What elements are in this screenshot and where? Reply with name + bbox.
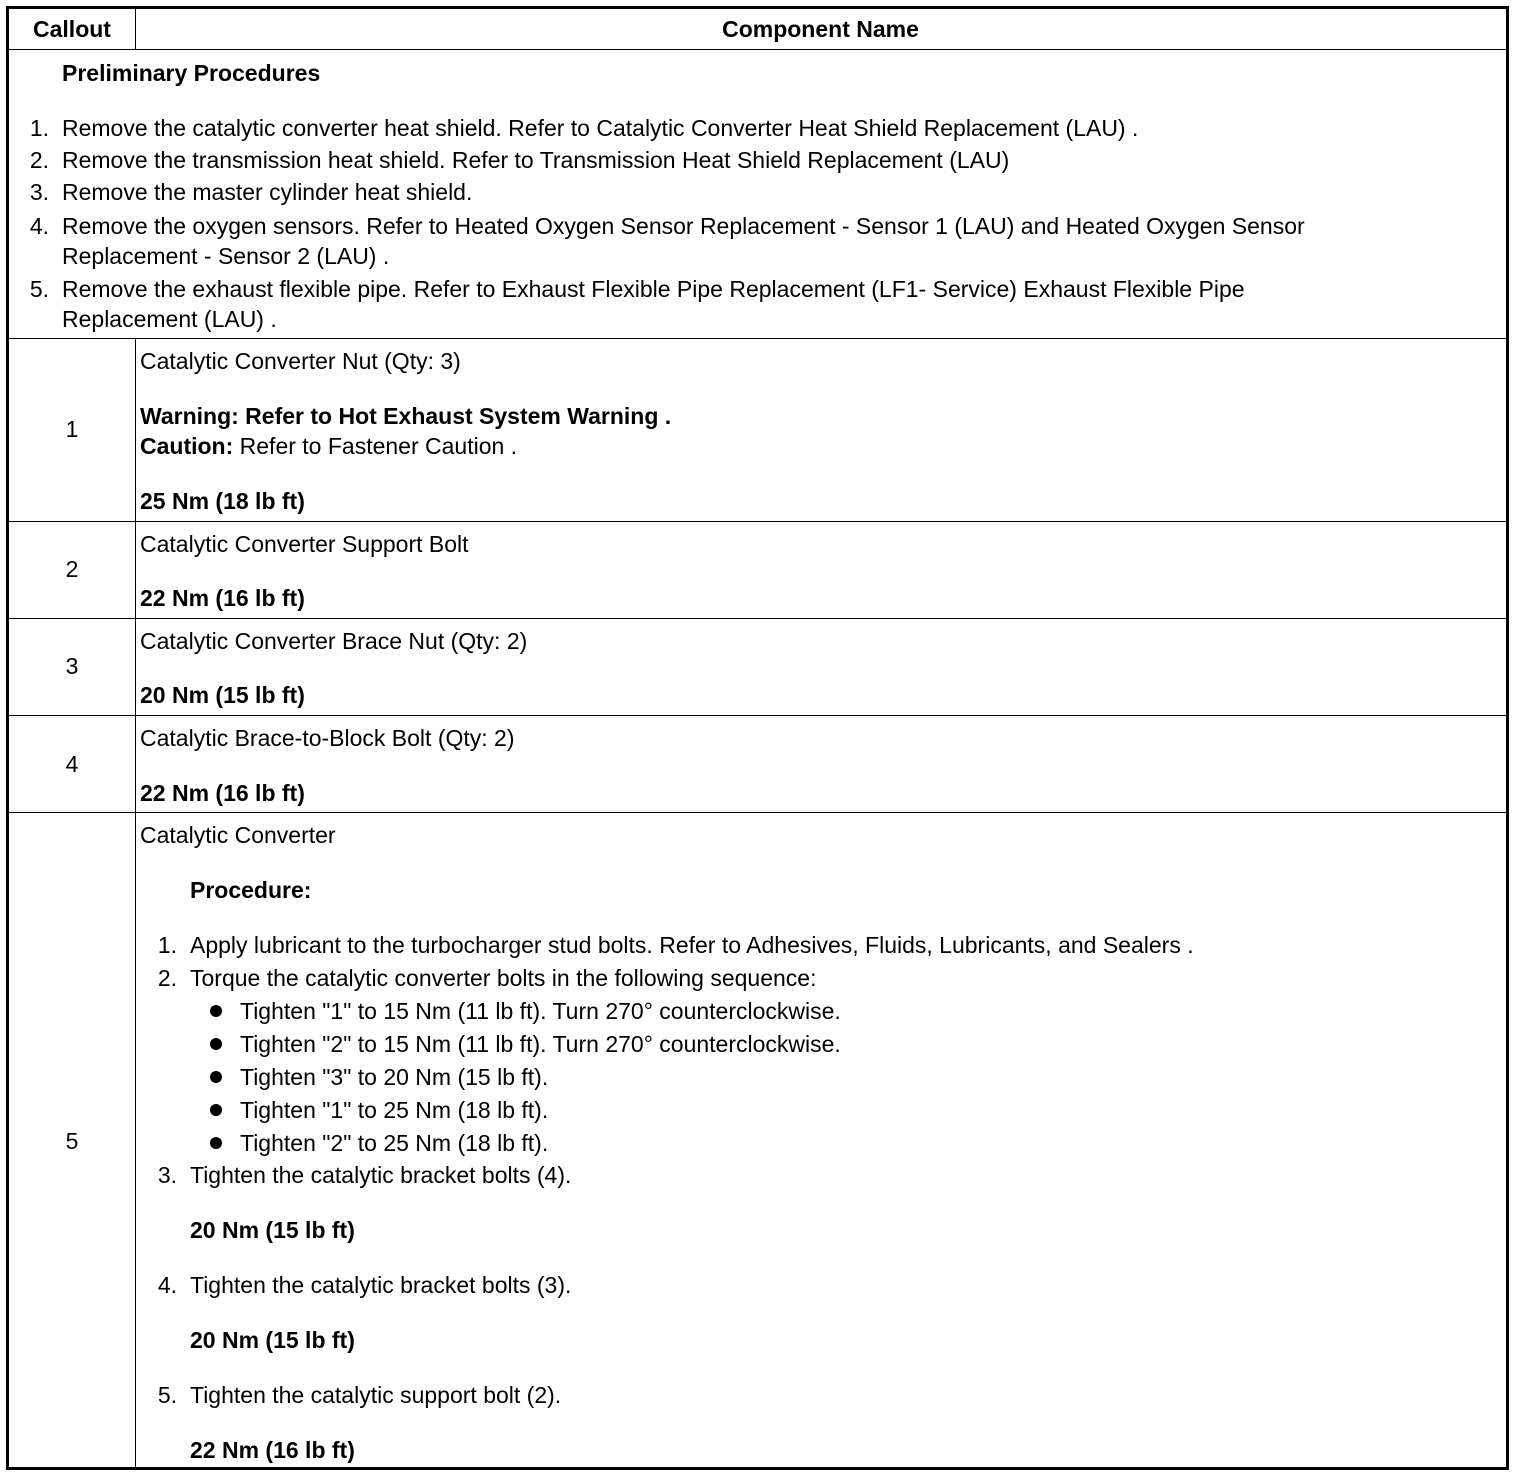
torque-spec: 20 Nm (15 lb ft) — [140, 682, 305, 708]
component-name: Catalytic Converter Support Bolt — [140, 531, 469, 557]
callout-number: 1 — [65, 416, 79, 442]
procedure-step-text: Apply lubricant to the turbocharger stud bolts. Refer to Adhesives, Fluids, Lubricants, and Sealers . — [190, 932, 1194, 958]
torque-spec: 25 Nm (18 lb ft) — [140, 488, 305, 514]
caution-text — [140, 431, 517, 461]
procedure-step-number: 4. — [157, 1272, 177, 1298]
bullet-icon — [210, 1005, 222, 1017]
procedure-step-number: 5. — [157, 1382, 177, 1408]
bullet-text: Tighten "2" to 25 Nm (18 lb ft). — [240, 1130, 549, 1156]
header-callout: Callout — [33, 16, 111, 42]
row-divider — [9, 715, 1506, 716]
row-divider — [9, 338, 1506, 339]
bullet-text: Tighten "2" to 15 Nm (11 lb ft). Turn 270° counterclockwise. — [240, 1031, 841, 1057]
prelim-step-number: 3. — [29, 179, 49, 205]
torque-spec: 20 Nm (15 lb ft) — [190, 1217, 355, 1243]
preliminary-title: Preliminary Procedures — [62, 60, 321, 86]
procedure-title: Procedure: — [190, 877, 312, 903]
procedure-step-number: 2. — [157, 965, 177, 991]
procedure-step-number: 1. — [157, 932, 177, 958]
bullet-text: Tighten "3" to 20 Nm (15 lb ft). — [240, 1064, 549, 1090]
prelim-step-number: 1. — [29, 115, 49, 141]
component-name: Catalytic Converter Brace Nut (Qty: 2) — [140, 628, 528, 654]
components-table — [6, 6, 1509, 1470]
caution-label: Caution: — [140, 433, 234, 459]
procedure-step-text: Tighten the catalytic bracket bolts (3). — [190, 1272, 572, 1298]
bullet-text: Tighten "1" to 25 Nm (18 lb ft). — [240, 1097, 549, 1123]
bullet-text: Tighten "1" to 15 Nm (11 lb ft). Turn 270° counterclockwise. — [240, 998, 841, 1024]
bullet-icon — [210, 1038, 222, 1050]
prelim-step-number: 5. — [29, 276, 49, 302]
callout-divider — [135, 338, 136, 1467]
callout-number: 3 — [65, 653, 79, 679]
bullet-icon — [210, 1071, 222, 1083]
torque-spec: 22 Nm (16 lb ft) — [140, 585, 305, 611]
warning-text: Warning: Refer to Hot Exhaust System Warning . — [140, 403, 672, 429]
component-name: Catalytic Brace-to-Block Bolt (Qty: 2) — [140, 725, 515, 751]
prelim-step-text: Remove the master cylinder heat shield. — [62, 179, 473, 205]
torque-spec: 20 Nm (15 lb ft) — [190, 1327, 355, 1353]
caution-body: Refer to Fastener Caution . — [233, 433, 518, 459]
prelim-step-text: Remove the oxygen sensors. Refer to Heated Oxygen Sensor Replacement - Sensor 1 (LAU) and Heated Oxygen Sensor — [62, 213, 1305, 239]
procedure-step-text: Tighten the catalytic support bolt (2). — [190, 1382, 562, 1408]
bullet-icon — [210, 1104, 222, 1116]
component-name: Catalytic Converter Nut (Qty: 3) — [140, 348, 461, 374]
prelim-step-text: Replacement - Sensor 2 (LAU) . — [62, 243, 390, 269]
row-divider — [9, 618, 1506, 619]
procedure-step-text: Tighten the catalytic bracket bolts (4). — [190, 1162, 572, 1188]
bullet-icon — [210, 1137, 222, 1149]
procedure-step-number: 3. — [157, 1162, 177, 1188]
torque-spec: 22 Nm (16 lb ft) — [140, 780, 305, 806]
prelim-step-text: Remove the transmission heat shield. Refer to Transmission Heat Shield Replacement (LAU) — [62, 147, 1010, 173]
row-divider — [9, 49, 1506, 50]
row-divider — [9, 812, 1506, 813]
procedure-step-text: Torque the catalytic converter bolts in the following sequence: — [190, 965, 817, 991]
prelim-step-text: Remove the exhaust flexible pipe. Refer to Exhaust Flexible Pipe Replacement (LF1- Service) Exhaust Flexible Pipe — [62, 276, 1245, 302]
component-name: Catalytic Converter — [140, 822, 336, 848]
prelim-step-number: 2. — [29, 147, 49, 173]
prelim-step-text: Replacement (LAU) . — [62, 306, 277, 332]
row-divider — [9, 521, 1506, 522]
torque-spec: 22 Nm (16 lb ft) — [190, 1437, 355, 1463]
callout-number: 2 — [65, 556, 79, 582]
callout-number: 5 — [65, 1128, 79, 1154]
header-component-name: Component Name — [722, 16, 919, 42]
prelim-step-text: Remove the catalytic converter heat shield. Refer to Catalytic Converter Heat Shield Replacement (LAU) . — [62, 115, 1139, 141]
prelim-step-number: 4. — [29, 213, 49, 239]
callout-number: 4 — [65, 751, 79, 777]
